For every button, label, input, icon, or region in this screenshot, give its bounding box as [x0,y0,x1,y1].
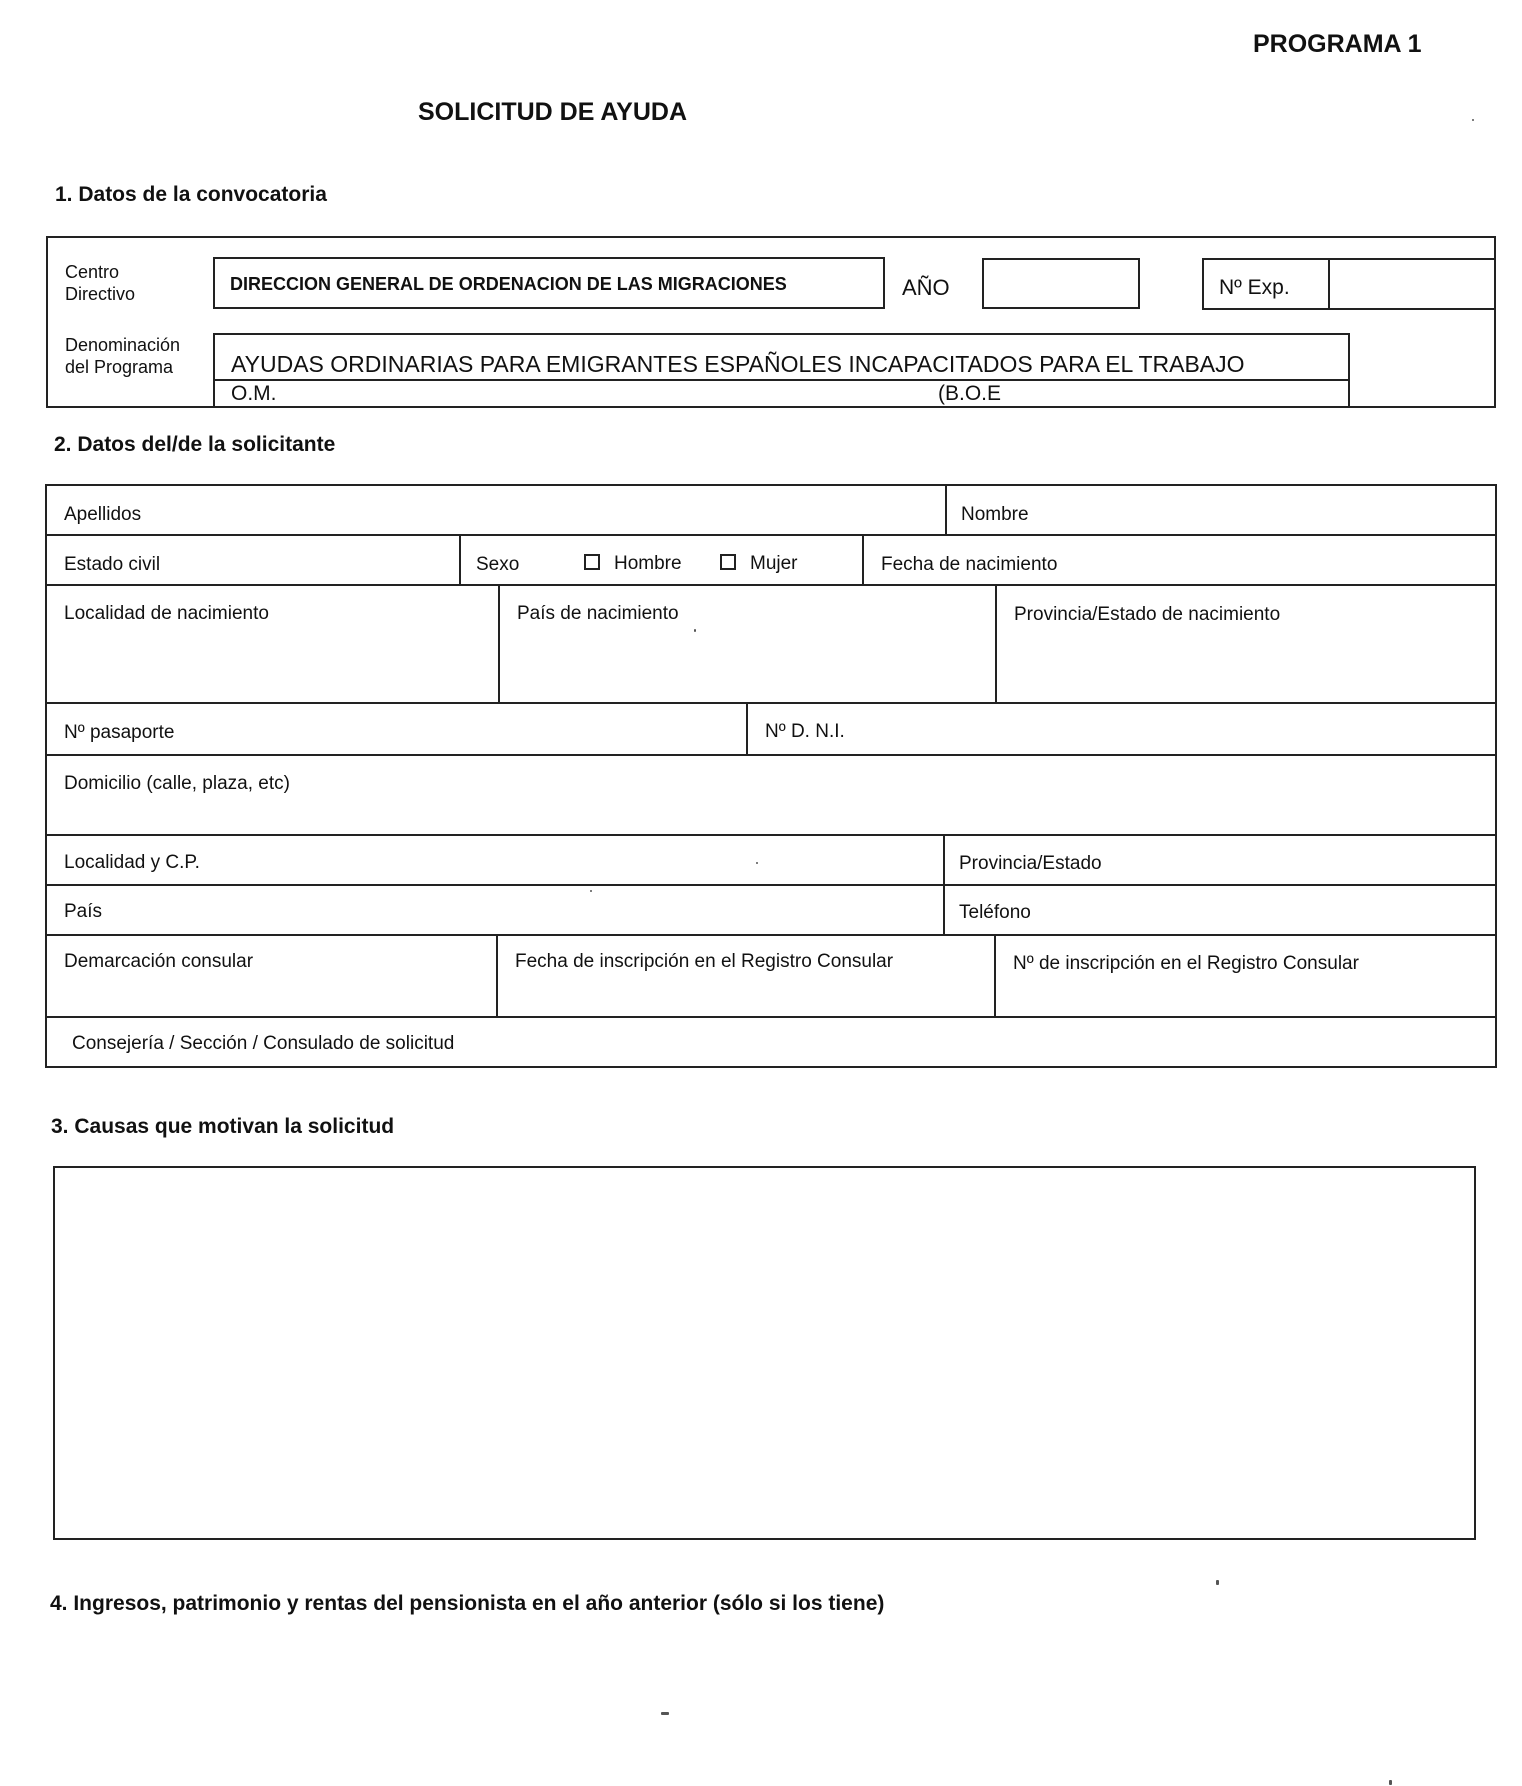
estado-civil-field[interactable] [47,536,457,582]
page-title: SOLICITUD DE AYUDA [418,98,688,126]
denominacion-label: Denominación del Programa [65,335,181,377]
programa-divider [215,379,1348,381]
telefono-label: Teléfono [959,902,1031,923]
pais-nacimiento-field[interactable] [500,586,993,700]
scan-speck [1216,1580,1219,1585]
scan-speck [1472,119,1474,121]
sexo-mujer-option[interactable] [720,553,798,575]
dni-label: Nº D. N.I. [765,721,845,742]
apellidos-label: Apellidos [64,504,142,525]
pais-label: País [64,901,103,922]
demarcacion-consular-label: Demarcación consular [64,951,254,972]
centro-directivo-label: Centro Directivo [65,262,136,304]
num-inscripcion-label: Nº de inscripción en el Registro Consular [1013,953,1359,974]
programa-field[interactable] [213,333,1350,408]
localidad-cp-label: Localidad y C.P. [64,852,200,873]
section4-heading: 4. Ingresos, patrimonio y rentas del pensionista en el año anterior (sólo si los tiene) [50,1592,885,1615]
num-inscripcion-field[interactable] [996,936,1495,1014]
nombre-label: Nombre [961,504,1029,525]
provincia-estado-label: Provincia/Estado [959,853,1102,874]
scan-speck [1389,1780,1392,1785]
apellidos-field[interactable] [47,486,943,532]
om-label: O.M. [231,382,277,405]
provincia-estado-field[interactable] [945,836,1495,882]
program-number: PROGRAMA 1 [1253,30,1422,58]
exp-label: Nº Exp. [1219,276,1290,299]
localidad-nacimiento-label: Localidad de nacimiento [64,603,269,624]
pais-nacimiento-label: País de nacimiento [517,603,679,624]
pais-field[interactable] [47,886,941,932]
section1-heading: 1. Datos de la convocatoria [55,183,327,206]
domicilio-label: Domicilio (calle, plaza, etc) [64,773,290,794]
anio-label: AÑO [902,275,950,300]
dni-field[interactable] [748,704,1495,752]
centro-directivo-value: DIRECCION GENERAL DE ORDENACION DE LAS MIGRACIONES [230,274,787,294]
estado-civil-label: Estado civil [64,554,161,575]
boe-label: (B.O.E [938,382,1002,405]
exp-divider [1328,260,1330,308]
consejeria-field[interactable] [47,1018,1495,1066]
scan-speck [694,629,696,632]
centro-directivo-field[interactable] [213,257,885,309]
exp-field[interactable] [1332,260,1492,308]
hombre-label: Hombre [614,553,682,574]
provincia-nacimiento-label: Provincia/Estado de nacimiento [1014,604,1281,625]
exp-box [1202,258,1496,310]
telefono-field[interactable] [945,886,1495,932]
pasaporte-field[interactable] [47,704,744,752]
fecha-inscripcion-field[interactable] [498,936,992,1014]
domicilio-field[interactable] [47,756,1495,832]
hombre-checkbox[interactable] [584,554,600,570]
causas-textarea[interactable] [53,1166,1476,1540]
consejeria-label: Consejería / Sección / Consulado de solicitud [72,1033,455,1054]
localidad-cp-field[interactable] [47,836,941,882]
mujer-checkbox[interactable] [720,554,736,570]
programa-value: AYUDAS ORDINARIAS PARA EMIGRANTES ESPAÑOLES INCAPACITADOS PARA EL TRABAJO [231,351,1245,377]
nombre-field[interactable] [947,486,1495,532]
localidad-nacimiento-field[interactable] [47,586,496,700]
scan-speck [661,1712,669,1715]
col-divider [459,534,461,584]
sexo-hombre-option[interactable] [584,553,682,575]
section2-heading: 2. Datos del/de la solicitante [54,433,336,456]
scan-speck [590,890,592,892]
demarcacion-consular-field[interactable] [47,936,494,1014]
anio-field[interactable] [982,258,1140,309]
fecha-nacimiento-label: Fecha de nacimiento [881,554,1058,575]
provincia-nacimiento-field[interactable] [997,586,1495,700]
scan-speck [756,862,758,864]
mujer-label: Mujer [750,553,798,574]
sexo-label: Sexo [476,554,520,575]
pasaporte-label: Nº pasaporte [64,722,175,743]
fecha-nacimiento-field[interactable] [864,536,1495,582]
fecha-inscripcion-label: Fecha de inscripción en el Registro Consular [515,951,894,972]
section3-heading: 3. Causas que motivan la solicitud [51,1115,395,1138]
